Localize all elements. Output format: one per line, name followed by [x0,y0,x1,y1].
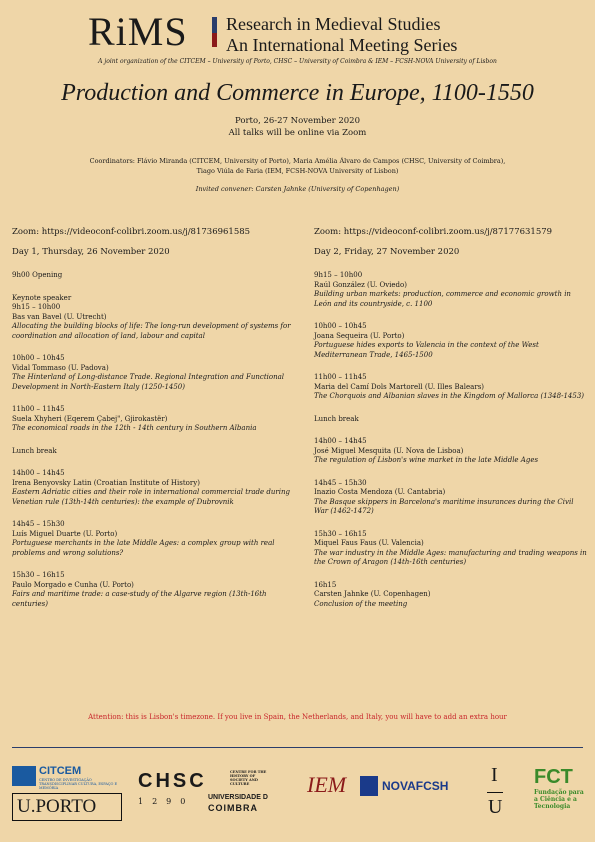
session-title: The war industry in the Middle Ages: manufacturing and trading weapons in the Crown of Aragon (14th-16th centuries) [314,548,587,566]
timezone-warning: Attention: this is Lisbon's timezone. If you live in Spain, the Netherlands, and Italy, you will have to add an extra hour [88,713,507,721]
logo-bar-red [212,33,217,47]
session-time: 16h15 [314,580,337,589]
fct-name: FCT [534,766,573,788]
session [12,303,297,341]
day1-column [12,228,297,622]
citcem-mark [12,766,36,786]
day2-zoom-link[interactable]: Zoom: https://videoconf-colibri.zoom.us/j/87177631579 [314,227,553,237]
session-time: 14h00 – 14h45 [12,469,65,477]
session-time: 11h00 – 11h45 [12,405,65,413]
chsc-years: 1290 [138,797,195,806]
rims-logo: RiMS [88,9,188,54]
session-speaker: Raúl González (U. Oviedo) [314,280,407,289]
session-title: Portuguese hides exports to Valencia in the context of the West Mediterranean Trade, 1465-1500 [314,341,539,359]
session-speaker: Maria del Camí Dols Martorell (U. Illes Balears) [314,382,485,391]
session [314,479,589,517]
day2-sessions [314,271,589,609]
session-time: 14h45 – 15h30 [314,478,367,487]
session-time: 14h45 – 15h30 [12,520,65,528]
session-title: The regulation of Lisbon's wine market in the late Middle Ages [314,456,539,464]
chsc-logo [138,770,268,813]
session [314,373,589,402]
place-date: Porto, 26-27 November 2020 [234,116,360,126]
session-time: 11h00 – 11h45 [314,373,367,381]
session-speaker: Suela Xhyheri (Eqerem Çabej", Gjirokastër) [12,414,168,423]
session-speaker: Joana Sequeira (U. Porto) [314,331,405,340]
session-time: 10h00 – 10h45 [314,322,367,330]
session-speaker: Miquel Faus Faus (U. Valencia) [314,539,424,547]
iu-top: I [491,764,498,786]
joint-organization: A joint organization of the CITCEM – University of Porto, CHSC – University of Coimbra & IEM – FCSH-NOVA University of Lisbon [98,58,497,65]
session [12,520,297,558]
series-title: Research in Medieval Studies [226,14,441,34]
fct-logo [534,766,584,810]
session [314,437,589,466]
nova-mark [360,776,378,796]
lunch-break: Lunch break [314,414,359,423]
coimbra-line1: UNIVERSIDADE D [208,794,268,801]
session [314,271,589,309]
day2-column [314,228,589,622]
uporto-name: U.PORTO [17,796,97,817]
session [314,322,589,360]
coimbra-line2: COIMBRA [208,803,258,813]
session-speaker: Irena Benyovsky Latin (Croatian Institute of History) [12,478,200,487]
session [12,354,297,392]
session-title: Portuguese merchants in the late Middle Ages: a complex group with real problems and wrong solutions? [12,539,275,557]
fct-subtitle: Fundação para a Ciência e a Tecnologia [534,789,584,810]
coordinators-2: Tiago Viúla de Faria (IEM, FCSH-NOVA University of Lisbon) [196,167,399,175]
series-subtitle: An International Meeting Series [226,35,458,55]
iu-bottom: U [488,796,503,818]
online-note: All talks will be online via Zoom [228,128,367,138]
session-title: Building urban markets: production, commerce and economic growth in León and its countryside, c. 1100 [314,290,571,308]
session-time: 15h30 – 16h15 [12,571,65,579]
divider [12,747,583,748]
uporto-logo [12,793,122,821]
session-speaker: Carsten Jahnke (U. Copenhagen) [314,590,431,598]
session-title: Fairs and maritime trade: a case-study of the Algarve region (13th-16th centuries) [12,590,267,608]
session-title: Eastern Adriatic cities and their role in international commercial trade during Venetian rule (13th-14th centuries): the example of Dubrovnik [12,488,290,506]
session [12,571,297,609]
session-time: 9h15 – 10h00 [314,271,363,279]
citcem-name: CITCEM [39,765,82,777]
session-speaker: Vidal Tommaso (U. Padova) [12,363,109,372]
chsc-name: CHSC [138,770,207,792]
session-speaker: Luís Miguel Duarte (U. Porto) [12,529,118,538]
session [12,405,297,434]
iem-name: IEM [307,772,347,797]
opening: 9h00 Opening [12,271,63,279]
iu-rule [487,792,503,793]
session-title: The economical roads in the 12th - 14th century in Southern Albania [12,424,257,432]
nova-name: NOVAFCSH [382,779,449,793]
iu-logo [487,764,503,826]
invited-convener: Invited convener: Carsten Jahnke (University of Copenhagen) [195,185,400,193]
session [314,581,589,610]
session-title: The Hinterland of Long-distance Trade. Regional Integration and Functional Development in North-Eastern Italy (1250-1450) [12,373,285,391]
iem-logo [303,766,355,824]
chsc-side-text: CENTRE FOR THE HISTORY OF SOCIETY AND CULTURE [230,770,267,786]
session-title: The Chorquois and Albanian slaves in the Kingdom of Mallorca (1348-1453) [314,392,584,400]
session-speaker: José Miguel Mesquita (U. Nova de Lisboa) [314,446,464,455]
coordinators: Coordinators: Flávio Miranda (CITCEM, University of Porto), Maria Amélia Álvaro de Campos (CHSC, University of Coimbra), [89,157,506,165]
session-time: 9h15 – 10h00 [12,303,61,311]
day1-zoom-link[interactable]: Zoom: https://videoconf-colibri.zoom.us/j/81736961585 [12,227,251,237]
session [12,469,297,507]
day1-sessions [12,303,297,609]
session-title: Conclusion of the meeting [314,599,408,608]
citcem-subtitle: CENTRO DE INVESTIGAÇÃO TRANSDISCIPLINAR CULTURA, ESPAÇO E MEMÓRIA [39,778,118,790]
session-time: 15h30 – 16h15 [314,529,367,538]
session-speaker: Bas van Bavel (U. Utrecht) [12,312,107,321]
session-title: The Basque skippers in Barcelona's maritime insurances during the Civil War (1462-1472) [314,497,574,515]
session-time: 14h00 – 14h45 [314,437,367,445]
session [314,530,589,568]
keynote-label: Keynote speaker [12,293,72,302]
session-title: Allocating the building blocks of life: The long-run development of systems for coordination and allocation of land, labour and capital [12,322,291,340]
event-title: Production and Commerce in Europe, 1100-1550 [61,80,534,106]
day1-label: Day 1, Thursday, 26 November 2020 [12,246,170,257]
session-speaker: Inazio Costa Mendoza (U. Cantabria) [314,488,446,496]
day2-label: Day 2, Friday, 27 November 2020 [314,246,460,257]
session-speaker: Paulo Morgado e Cunha (U. Porto) [12,580,134,589]
session-time: 10h00 – 10h45 [12,354,65,362]
lunch-break: Lunch break [12,446,57,455]
